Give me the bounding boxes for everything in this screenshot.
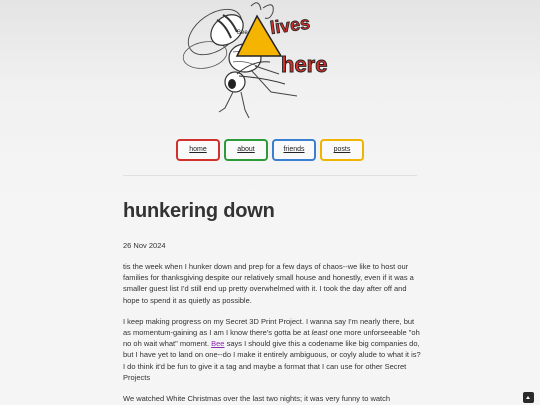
svg-text:lives: lives [268, 12, 312, 38]
scroll-to-top-button[interactable] [523, 392, 534, 403]
paragraph-text: I keep making progress on my Secret 3D Print Project. I wanna say I'm nearly there, but as momentum-gaining as I am I know there's gotta be at [123, 316, 415, 338]
paragraph-text: one more unforseeable "oh no oh wait what" moment. [123, 328, 420, 349]
post-paragraph-1: tis the week when I hunker down and prep for a few days of chaos--we like to host our families for thanksgiving despite our relatively small house and honestly, even if it was a smaller guest list I'd still end up pretty overwhelmed with it. I took the day after off and hope to spend it as quietly as possible. [123, 262, 414, 305]
nav-posts-link[interactable]: posts [320, 139, 364, 161]
emphasis-text: least [311, 328, 328, 338]
site-logo[interactable] [175, 0, 345, 125]
paragraph-text: says I should give this a codename like big companies do, but I have yet to land on one--do I make it entirely ambiguous, or coyly alude to what it is? I do think it'd be fun to give it a tag and maybe a format that I can use for other Secret Projects [123, 339, 421, 382]
svg-text:Bee: Bee [237, 30, 248, 36]
post-paragraph-2 [123, 316, 423, 383]
svg-text:here: here [281, 52, 328, 77]
nav-friends-link[interactable]: friends [272, 139, 316, 161]
post-title: hunkering down [123, 200, 275, 222]
header-divider [123, 175, 417, 176]
blog-post [123, 200, 423, 404]
post-paragraph-3: We watched White Christmas over the last two nights; it was very funny to watch [123, 394, 391, 404]
nav-home-link[interactable]: home [176, 139, 220, 161]
bee-link[interactable]: Bee [211, 339, 225, 349]
post-date: 26 Nov 2024 [123, 241, 166, 250]
nav-about-link[interactable]: about [224, 139, 268, 161]
main-nav [0, 139, 540, 161]
bee-logo-icon [175, 0, 345, 125]
